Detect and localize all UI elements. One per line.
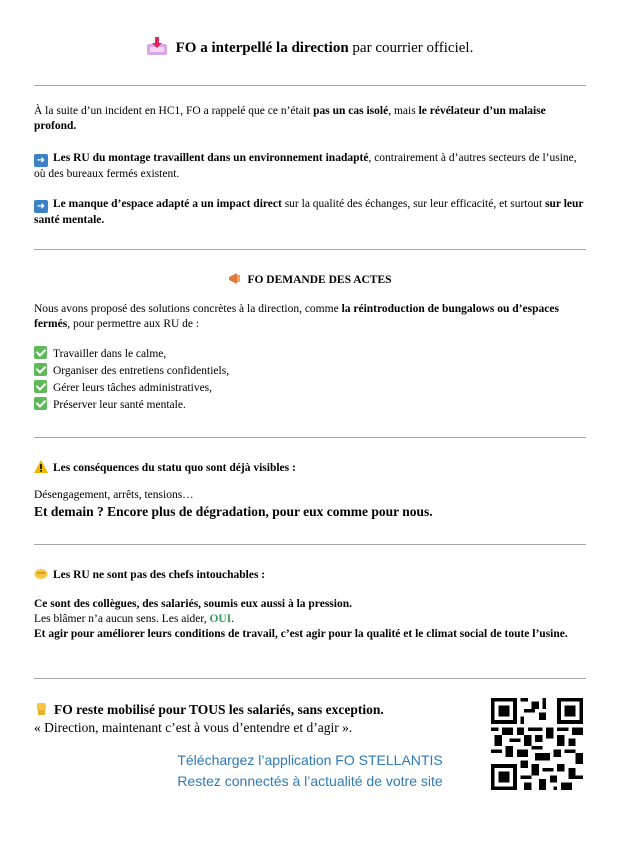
app-download-line: Téléchargez l’application FO STELLANTIS (177, 752, 443, 768)
consequences-title: Les conséquences du statu quo sont déjà visibles : (34, 460, 586, 476)
megaphone-icon (228, 272, 242, 285)
consequences-line-2: Et demain ? Encore plus de dégradation, pour eux comme pour nous. (34, 504, 433, 519)
ru-line-1: Ce sont des collègues, des salariés, soumis eux aussi à la pression. (34, 598, 352, 610)
list-item: Préserver leur santé mentale. (34, 397, 586, 414)
right-arrow-icon: ➜ (34, 200, 48, 213)
divider (34, 544, 586, 545)
qr-code[interactable] (491, 698, 583, 790)
intro-paragraph-2: ➜ Les RU du montage travaillent dans un environnement inadapté, contrairement à d’autres secteurs de l’usine, où des bureaux fermés existent. (34, 152, 577, 180)
app-connected-line: Restez connectés à l’actualité de votre site (177, 773, 443, 789)
consequences-line-1: Désengagement, arrêts, tensions… (34, 489, 194, 501)
divider (34, 437, 586, 438)
list-item: Gérer leurs tâches administratives, (34, 380, 586, 397)
demande-list (34, 346, 586, 414)
check-mark-icon (34, 346, 47, 359)
list-item: Organiser des entretiens confidentiels, (34, 363, 586, 380)
check-mark-icon (34, 397, 47, 410)
divider (34, 85, 586, 86)
demande-paragraph: Nous avons proposé des solutions concrètes à la direction, comme la réintroduction de bungalows ou d’espaces fermés, pour permettre aux RU de : (34, 303, 559, 330)
divider (34, 249, 586, 250)
inbox-tray-icon (146, 36, 168, 56)
header-bold: FO a interpellé la direction (175, 40, 349, 56)
intro-paragraph-1: À la suite d’un incident en HC1, FO a rappelé que ce n’était pas un cas isolé, mais le révélateur d’un malaise profond. (34, 105, 546, 132)
check-mark-icon (34, 380, 47, 393)
footer-title: FO reste mobilisé pour TOUS les salariés, sans exception. (34, 701, 586, 719)
right-arrow-icon: ➜ (34, 154, 48, 167)
demande-title: FO DEMANDE DES ACTES (34, 272, 586, 288)
divider (34, 678, 586, 679)
intro-paragraph-3: ➜ Le manque d’espace adapté a un impact direct sur la qualité des échanges, sur leur efficacité, et surtout sur leur santé mentale. (34, 198, 584, 226)
footer-quote: « Direction, maintenant c’est à vous d’entendre et d’agir ». (34, 720, 353, 735)
warning-icon (34, 460, 48, 473)
header-rest: par courrier officiel. (348, 40, 474, 56)
list-item: Travailler dans le calme, (34, 346, 586, 363)
ru-line-3: Et agir pour améliorer leurs conditions de travail, c’est agir pour la qualité et le climat social de toute l’usine. (34, 628, 568, 640)
header-title (0, 36, 619, 57)
handshake-icon (34, 567, 48, 580)
ru-title: Les RU ne sont pas des chefs intouchables : (34, 567, 586, 583)
check-mark-icon (34, 363, 47, 376)
raised-fist-icon (34, 701, 49, 716)
ru-line-2: Les blâmer n’a aucun sens. Les aider, OUI. (34, 613, 235, 625)
